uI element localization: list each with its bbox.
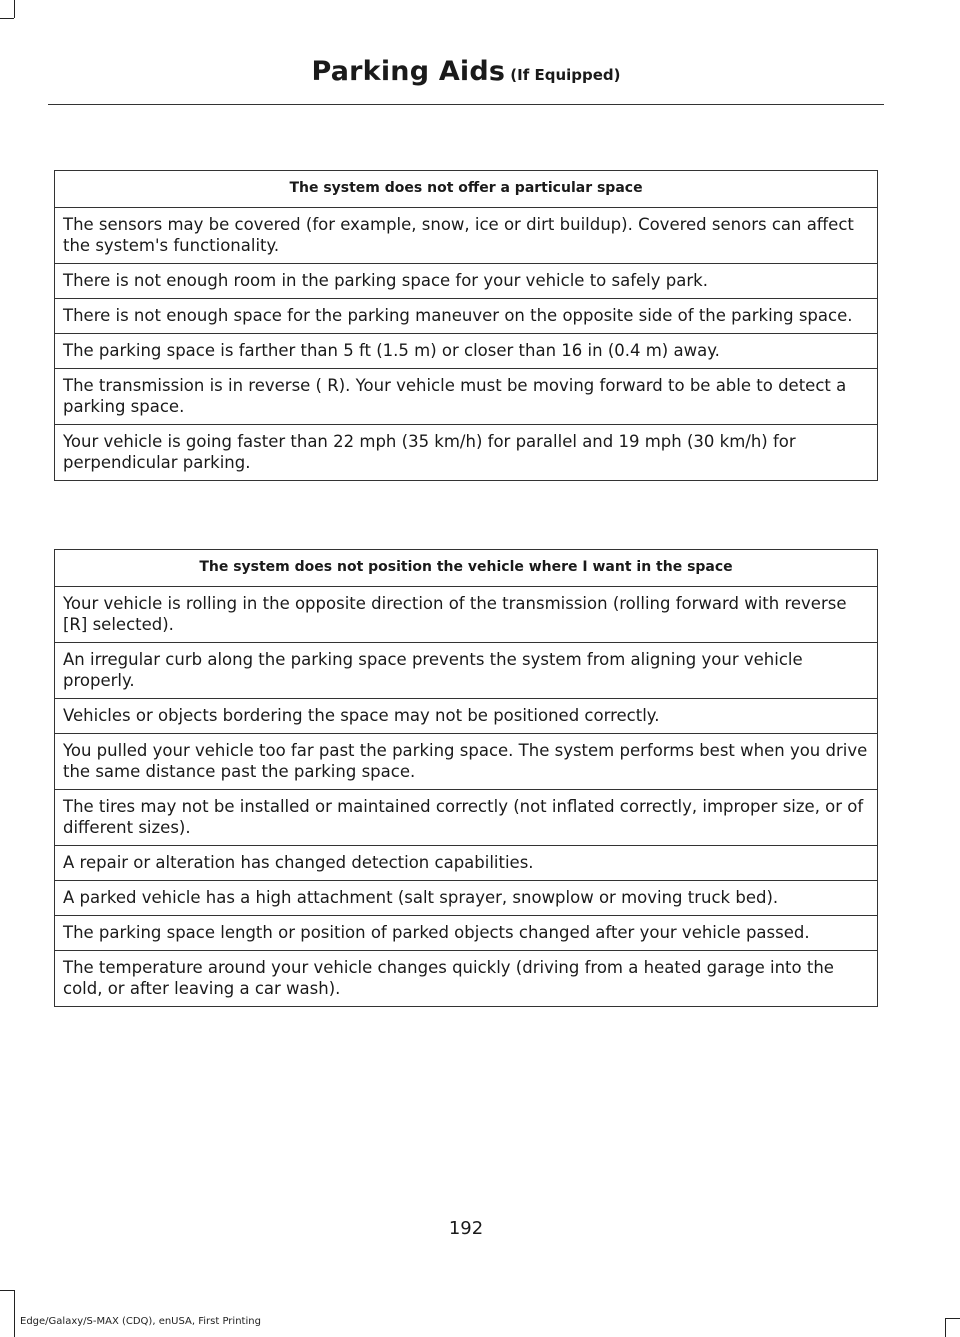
crop-mark-top-left <box>0 18 14 19</box>
page-header <box>48 56 884 87</box>
table-cell: There is not enough space for the parking maneuver on the opposite side of the parking space. <box>55 299 878 334</box>
crop-mark-bottom-right <box>946 1318 960 1319</box>
table-cell: Your vehicle is going faster than 22 mph (35 km/h) for parallel and 19 mph (30 km/h) for perpendicular parking. <box>55 425 878 481</box>
header-divider <box>48 104 884 105</box>
table-cell: A parked vehicle has a high attachment (salt sprayer, snowplow or moving truck bed). <box>55 881 878 916</box>
table-row <box>55 334 878 369</box>
table-row <box>55 369 878 425</box>
table-header-row <box>55 171 878 208</box>
table-heading: The system does not position the vehicle where I want in the space <box>55 550 878 587</box>
table-cell: The transmission is in reverse ( R). Your vehicle must be moving forward to be able to detect a parking space. <box>55 369 878 425</box>
edition-footer: Edge/Galaxy/S-MAX (CDQ), enUSA, First Printing <box>20 1316 261 1327</box>
table-row <box>55 264 878 299</box>
table-cell: You pulled your vehicle too far past the parking space. The system performs best when you drive the same distance past the parking space. <box>55 734 878 790</box>
crop-mark-bottom-left <box>0 1290 14 1291</box>
table-cell: There is not enough room in the parking space for your vehicle to safely park. <box>55 264 878 299</box>
table-cell: The sensors may be covered (for example, snow, ice or dirt buildup). Covered senors can affect the system's functionality. <box>55 208 878 264</box>
table-row <box>55 916 878 951</box>
no-space-offered-table <box>54 170 878 481</box>
crop-mark-bottom-right <box>945 1318 946 1337</box>
table-cell: The parking space is farther than 5 ft (1.5 m) or closer than 16 in (0.4 m) away. <box>55 334 878 369</box>
crop-mark-bottom-left <box>14 1290 15 1337</box>
table-row <box>55 699 878 734</box>
table-heading: The system does not offer a particular space <box>55 171 878 208</box>
crop-mark-top-left <box>14 0 15 18</box>
table-row <box>55 425 878 481</box>
table-cell: The tires may not be installed or maintained correctly (not inflated correctly, improper size, or of different sizes). <box>55 790 878 846</box>
page-title: Parking Aids <box>311 56 506 87</box>
table-header-row <box>55 550 878 587</box>
table-cell: Vehicles or objects bordering the space may not be positioned correctly. <box>55 699 878 734</box>
table-row <box>55 790 878 846</box>
table-row <box>55 643 878 699</box>
table-row <box>55 587 878 643</box>
table-cell: The parking space length or position of parked objects changed after your vehicle passed. <box>55 916 878 951</box>
table-row <box>55 846 878 881</box>
table-cell: The temperature around your vehicle changes quickly (driving from a heated garage into the cold, or after leaving a car wash). <box>55 951 878 1007</box>
table-row <box>55 951 878 1007</box>
table-row <box>55 734 878 790</box>
page-number: 192 <box>448 1218 484 1239</box>
table-cell: An irregular curb along the parking space prevents the system from aligning your vehicle properly. <box>55 643 878 699</box>
table-cell: A repair or alteration has changed detection capabilities. <box>55 846 878 881</box>
page-subtitle: (If Equipped) <box>510 66 621 84</box>
table-cell: Your vehicle is rolling in the opposite direction of the transmission (rolling forward with reverse [R] selected). <box>55 587 878 643</box>
table-row <box>55 299 878 334</box>
table-row <box>55 208 878 264</box>
table-row <box>55 881 878 916</box>
wrong-position-table <box>54 549 878 1007</box>
